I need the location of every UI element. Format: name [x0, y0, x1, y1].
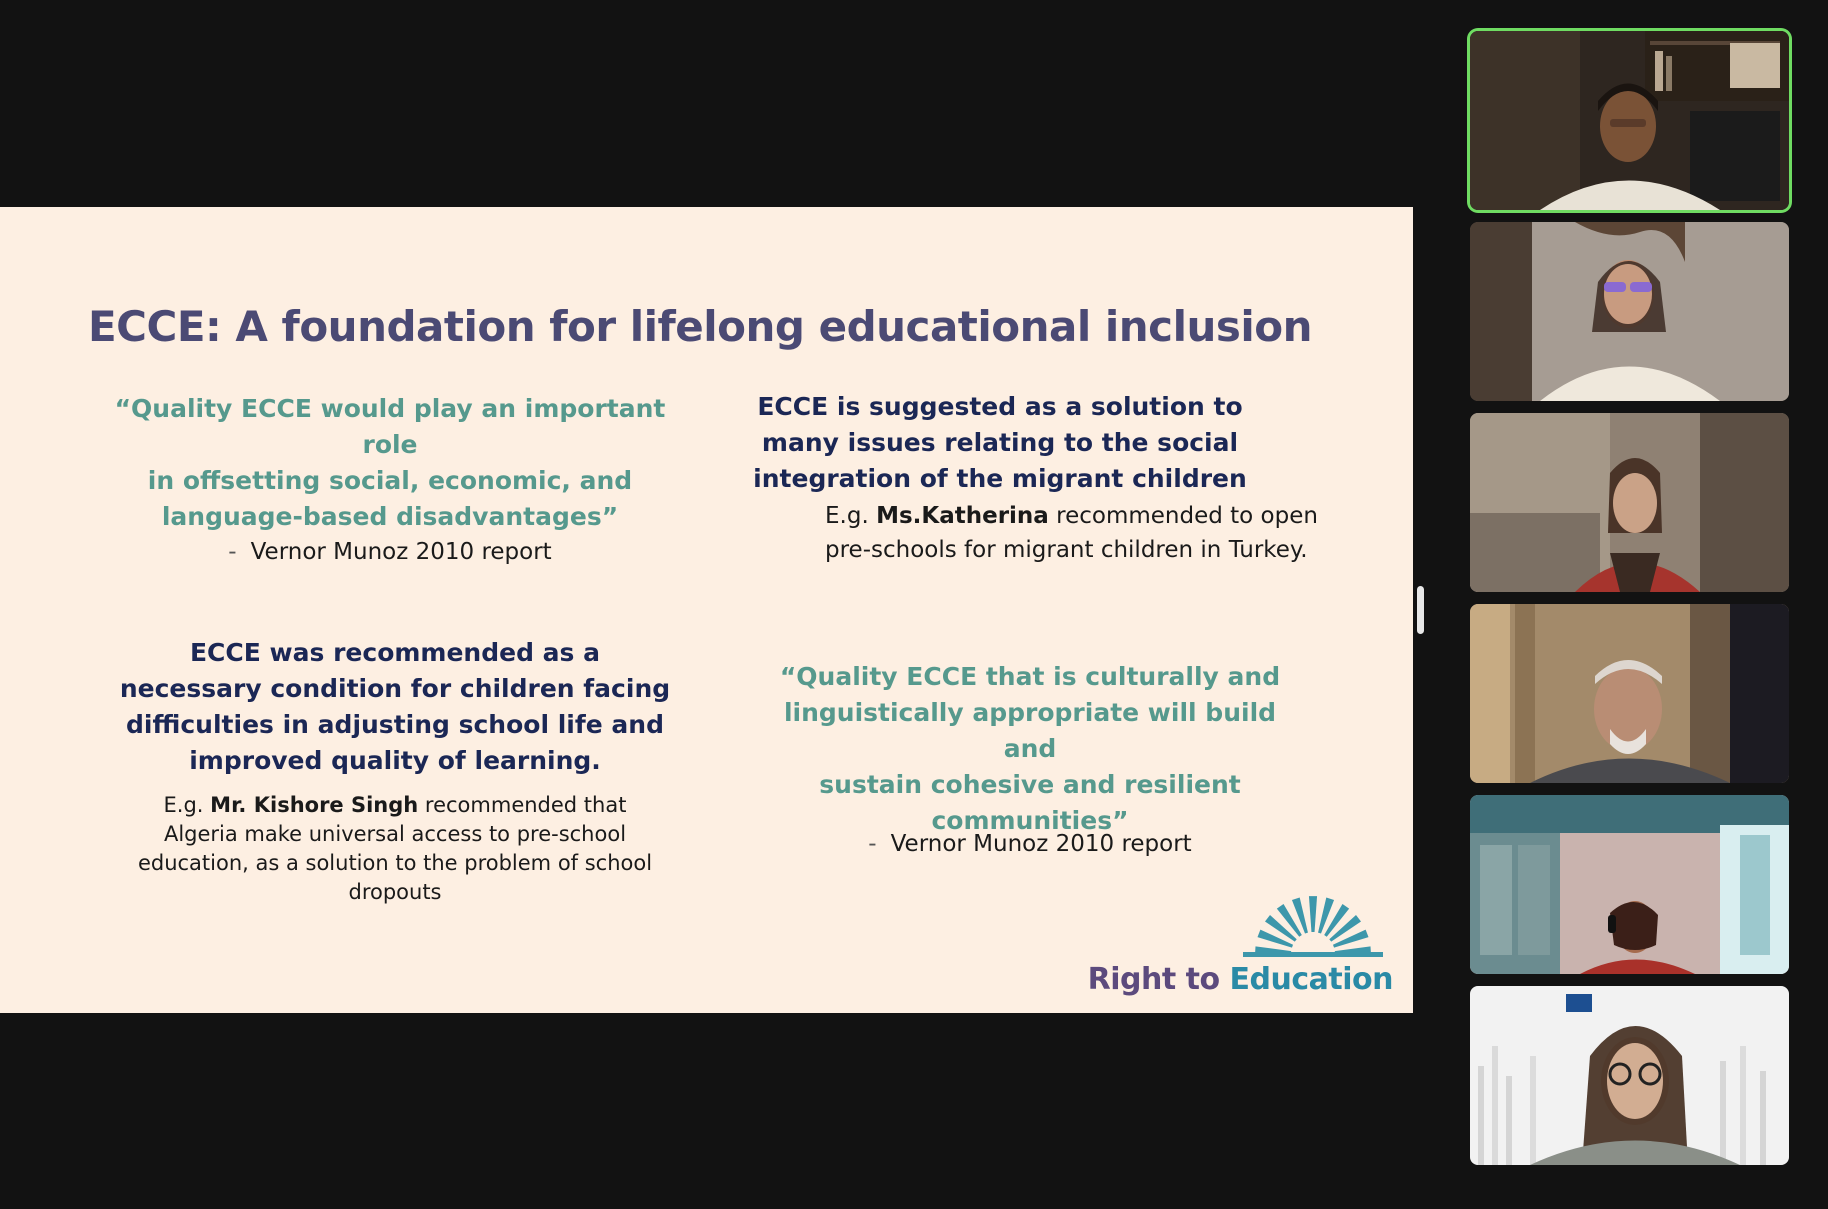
quote-line: sustain cohesive and resilient: [819, 770, 1241, 799]
source-dash: -: [228, 539, 237, 565]
participant-video-tile-3[interactable]: [1470, 413, 1789, 592]
point-line: necessary condition for children facing: [119, 674, 671, 703]
participant-video-tile-6[interactable]: [1470, 986, 1789, 1165]
logo-fan-ray: [1309, 896, 1317, 932]
point-line: improved quality of learning.: [189, 746, 601, 775]
quote-line: in offsetting social, economic, and: [147, 466, 633, 495]
quote-line: “Quality ECCE that is culturally and: [779, 662, 1281, 691]
logo-text: [1088, 962, 1393, 997]
participant-video-tile-4[interactable]: [1470, 604, 1789, 783]
slide-title: ECCE: A foundation for lifelong educational inclusion: [87, 302, 1313, 351]
point-line: difficulties in adjusting school life and: [126, 710, 664, 739]
quote-block-bottom-right: [760, 659, 1300, 839]
source-dash: -: [868, 831, 877, 857]
point-block-top-right: [740, 389, 1260, 497]
quote-source: [90, 535, 690, 569]
example-text: recommended that: [424, 793, 627, 817]
point-line: integration of the migrant children: [753, 464, 1247, 493]
participant-video-5: [1470, 795, 1789, 974]
participant-video-2: [1470, 222, 1789, 401]
example-line: [825, 499, 1385, 533]
example-prefix: E.g.: [825, 503, 869, 529]
example-line: education, as a solution to the problem of school: [137, 851, 653, 875]
logo-word-education: Education: [1229, 962, 1393, 997]
participant-video-3: [1470, 413, 1789, 592]
example-name: Mr. Kishore Singh: [210, 793, 419, 817]
example-line: pre-schools for migrant children in Turkey.: [825, 537, 1308, 563]
example-text: recommended to open: [1056, 503, 1318, 529]
participant-video-1: [1470, 31, 1789, 210]
quote-line: “Quality ECCE would play an important role: [114, 394, 666, 459]
participant-video-tile-5[interactable]: [1470, 795, 1789, 974]
source-text: Vernor Munoz 2010 report: [250, 539, 552, 565]
participant-video-tile-1[interactable]: [1470, 31, 1789, 210]
participant-video-6: [1470, 986, 1789, 1165]
logo-fan-base: [1243, 952, 1383, 957]
quote-line: linguistically appropriate will build and: [783, 698, 1277, 763]
quote-line: communities”: [931, 806, 1129, 835]
right-to-education-logo: [1087, 882, 1393, 997]
logo-word-right-to: Right to: [1087, 962, 1220, 997]
panel-resize-handle[interactable]: [1417, 586, 1424, 634]
participant-video-4: [1470, 604, 1789, 783]
example-line: [110, 791, 680, 820]
example-block-top-right: [825, 499, 1385, 567]
participant-video-tile-2[interactable]: [1470, 222, 1789, 401]
example-line: dropouts: [348, 880, 442, 904]
quote-line: language-based disadvantages”: [161, 502, 619, 531]
point-line: ECCE is suggested as a solution to: [757, 392, 1243, 421]
example-prefix: E.g.: [163, 793, 204, 817]
point-line: many issues relating to the social: [761, 428, 1239, 457]
point-line: ECCE was recommended as a: [189, 638, 600, 667]
example-line: Algeria make universal access to pre-school: [163, 822, 627, 846]
logo-fan-icon: [1243, 882, 1393, 960]
example-block-bottom-left: [110, 791, 680, 907]
quote-source: [760, 827, 1300, 861]
shared-slide: [0, 207, 1413, 1013]
example-name: Ms.Katherina: [876, 503, 1049, 529]
quote-block-top-left: [90, 391, 690, 569]
source-text: Vernor Munoz 2010 report: [890, 831, 1192, 857]
point-block-bottom-left: [110, 635, 680, 779]
